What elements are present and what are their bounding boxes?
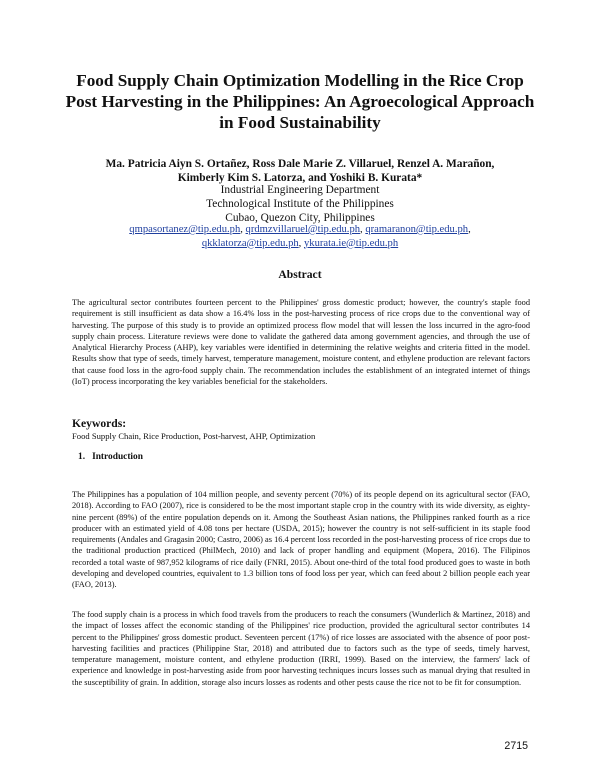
section-heading-introduction: [78, 452, 143, 462]
authors-line-2: Kimberly Kim S. Latorza, and Yoshiki B. Kurata*: [177, 172, 423, 184]
keywords-heading: Keywords:: [72, 417, 127, 430]
affiliation-department: Industrial Engineering Department: [220, 184, 380, 196]
email-link[interactable]: qramaranon@tip.edu.ph: [365, 224, 469, 235]
email-link[interactable]: qkklatorza@tip.edu.ph: [201, 237, 299, 249]
section-number: 1.: [78, 452, 86, 462]
email-link[interactable]: ykurata.ie@tip.edu.ph: [303, 237, 399, 249]
section-title: Introduction: [92, 452, 143, 462]
authors-line-1: Ma. Patricia Aiyn S. Ortañez, Ross Dale Marie Z. Villaruel, Renzel A. Marañon,: [105, 158, 495, 170]
intro-paragraph-1: The Philippines has a population of 104 million people, and seventy percent (70%) of its people depend on its agricultural sector (FAO, 2018). According to FAO (2007), rice is considered to be the most important staple crop in the country with its wide diversity, as eighty-nine percent (89%) of the entire population depends on it. Among the Southeast Asian nations, the Philippines ranked fourth as a rice producer with an estimated yield of 4.08 tons per hectare (USDA, 2015); however the country is not self-sufficient in its staple food requirements (Andales and Gragasin 2000; Castro, 2006) as 16.4 percent loss recorded in the post-harvesting process of rice crops due to the traditional production practiced (PhilMech, 2010) and lack of proper handling and equipment (Mopera, 2016). The Filipinos recorded a total waste of 987,952 kilograms of rice daily (FNRI, 2015). About one-third of the total food produced goes to waste in both developing and developed countries, equivalent to 1.3 billion tons of food loss per year, which can feed about 2 billion people each year (FAO, 2013).: [72, 490, 530, 589]
page-number: 2715: [504, 740, 528, 752]
abstract-heading: Abstract: [278, 268, 322, 281]
email-line-2: qkklatorza@tip.edu.ph, ykurata.ie@tip.edu.ph: [201, 237, 399, 249]
affiliation: [50, 183, 550, 225]
email-line-1: qmpasortanez@tip.edu.ph, qrdmzvillaruel@tip.edu.ph, qramaranon@tip.edu.ph,: [129, 224, 471, 235]
author-list: [50, 157, 550, 185]
abstract-text: The agricultural sector contributes fourteen percent to the Philippines' gross domestic product; however, the country's staple food requirement is still insufficient as data show a 16.4% loss in the post-harvesting process of rice crops due to the conventional way of harvesting. The purpose of this study is to provide an optimized process flow model that will lessen the loss incurred in the agro-food supply chain process. Literature reviews were done to validate the gathered data among government agencies, and through the use of Analytical Hierarchy Process (AHP), key variables were identified in determining the relative weights and criteria fitted in the model. Results show that type of seeds, timely harvest, temperature management, moisture content, and ethylene production are relevant factors that cause food loss in the agro-food supply chain. The recommendation includes the establishment of an integrated internet of things (IoT) process incorporating the key variables beneficial for the stakeholders.: [72, 298, 530, 386]
affiliation-institution: Technological Institute of the Philippines: [206, 198, 394, 210]
email-list: [50, 223, 550, 250]
intro-paragraph-2: The food supply chain is a process in which food travels from the producers to reach the consumers (Wunderlich & Martinez, 2018) and the impact of losses affect the economic standing of the Philippines' rice production, provided the agricultural sector contributes 14 percent to the Philippines' gross domestic product. Seventeen percent (17%) of rice losses are associated with the absence of poor post-harvesting facilities and practices (Philippine Star, 2018) and attributed due to factors such as the type of seeds, timely harvest, temperature management, moisture content, and ethylene production (IRRI, 1999). Based on the interview, the farmers' lack of experience and knowledge in post-harvesting aside from poor harvesting techniques incurs losses such as manual drying that resulted in the susceptibility of grain. In addition, storage also incurs losses as rodents and other pests cause the rice not to be fit for consumption.: [72, 610, 530, 687]
email-link[interactable]: qmpasortanez@tip.edu.ph: [129, 224, 241, 235]
email-link[interactable]: qrdmzvillaruel@tip.edu.ph: [245, 224, 361, 235]
paper-title: Food Supply Chain Optimization Modelling in the Rice Crop Post Harvesting in the Philippines: An Agroecological Approach in Food Sustainability: [65, 71, 535, 132]
keywords-text: Food Supply Chain, Rice Production, Post-harvest, AHP, Optimization: [72, 431, 316, 441]
affiliation-address: Cubao, Quezon City, Philippines: [225, 212, 375, 224]
